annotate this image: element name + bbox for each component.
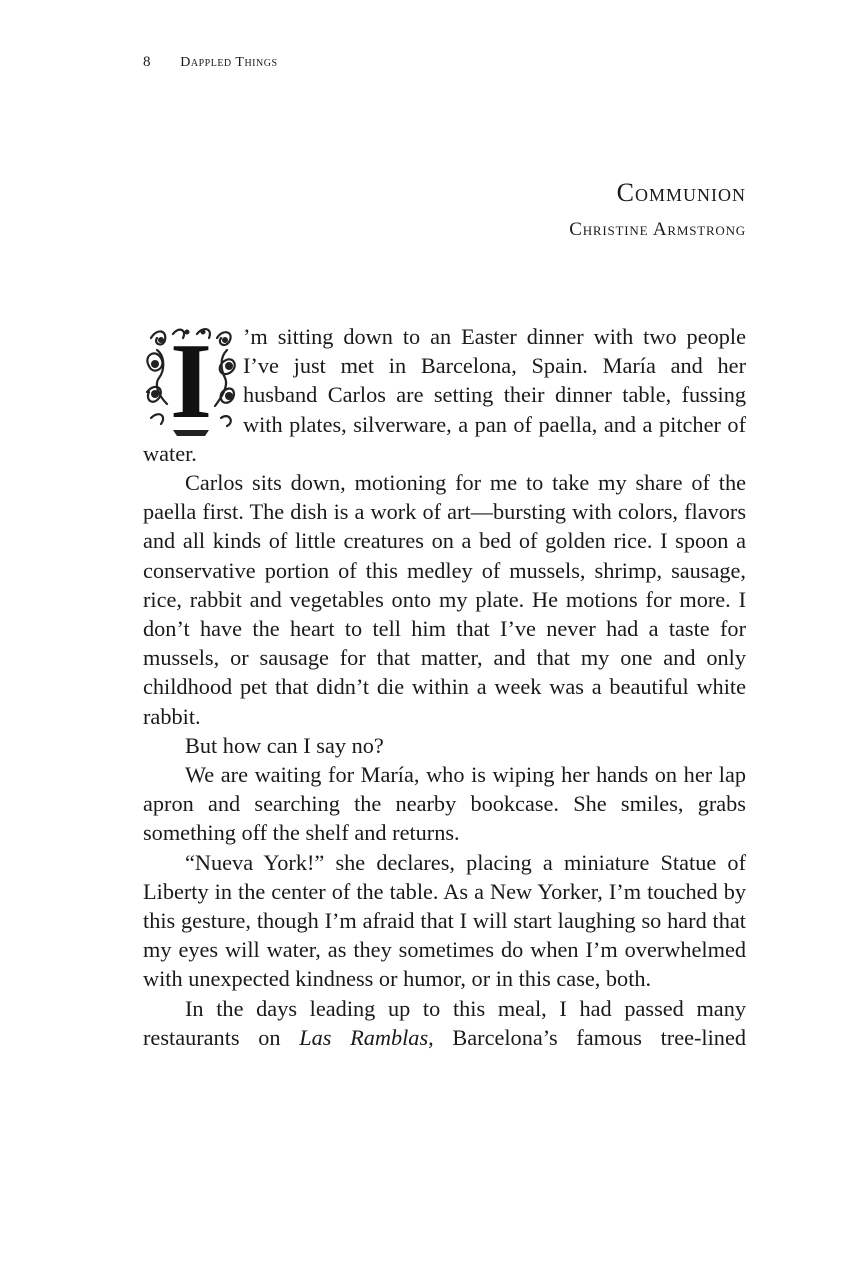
paragraph-1-text: ’m sitting down to an Easter dinner with two people I’ve just met in Barcelona, Spain. María and her husband Carlos are setting their dinner table, fussing with plates, silverware, a pan of paella, and a pitcher of water. <box>143 324 746 466</box>
drop-cap-ornament <box>143 322 239 441</box>
paragraph-2: Carlos sits down, motioning for me to take my share of the paella first. The dish is a work of art—bursting with colors, flavors and all kinds of little creatures on a bed of golden rice. I spoon a conservative portion of this medley of mussels, shrimp, sausage, rice, rabbit and vegetables onto my plate. He motions for more. I don’t have the heart to tell him that I’ve never had a taste for mussels, or sausage for that matter, and that my one and only childhood pet that didn’t die within a week was a beautiful white rabbit. <box>143 470 746 729</box>
paragraph-5: “Nueva York!” she declares, placing a miniature Statue of Liberty in the center of the table. As a New Yorker, I’m touched by this gesture, though I’m afraid that I will start laughing so hard that my eyes will water, as they sometimes do when I’m overwhelmed with unexpected kindness or humor, or in this case, both. <box>143 849 746 992</box>
story-author: Christine Armstrong <box>569 219 746 240</box>
drop-cap-letter: I <box>169 322 213 441</box>
story-title: Communion <box>616 178 746 207</box>
running-head <box>143 52 278 73</box>
paragraph-3: But how can I say no? <box>185 732 384 758</box>
story-body <box>143 322 746 1081</box>
paragraph-6-start: In the days leading up to this meal, I had passed many restaurants on <box>143 995 746 1050</box>
las-ramblas-italic: Las Ramblas <box>299 1024 429 1050</box>
paragraph-1 <box>143 322 746 468</box>
journal-title: Dappled Things <box>180 55 278 70</box>
paragraph-6-end: , Barcelona’s famous tree-lined <box>428 1024 747 1050</box>
paragraph-4: We are waiting for María, who is wiping her hands on her lap apron and searching the nearby bookcase. She smiles, grabs something off the shelf and returns. <box>143 762 746 846</box>
paragraph-6 <box>143 994 746 1082</box>
page-number: 8 <box>143 54 151 70</box>
